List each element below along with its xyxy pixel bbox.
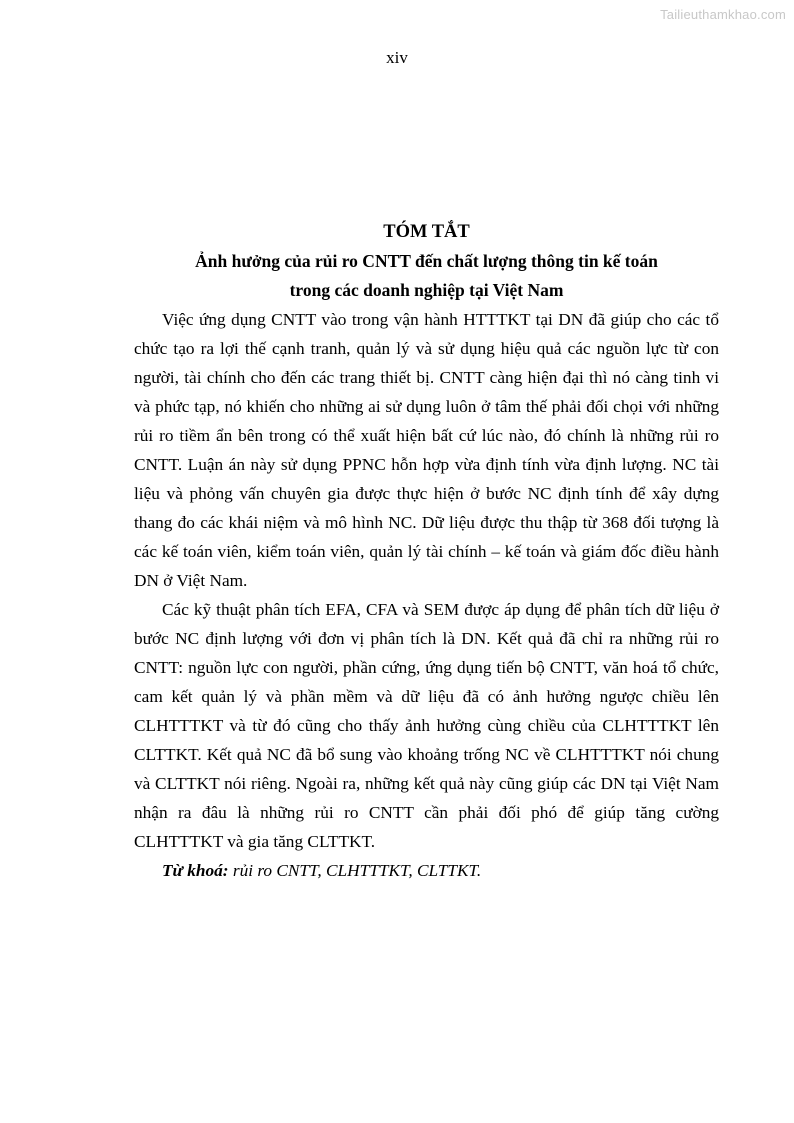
watermark: Tailieuthamkhao.com xyxy=(660,7,786,22)
abstract-title: TÓM TẮT xyxy=(383,222,470,242)
abstract-paragraph-2: Các kỹ thuật phân tích EFA, CFA và SEM được áp dụng để phân tích dữ liệu ở bước NC định lượng với đơn vị phân tích là DN. Kết quả đã chỉ ra những rủi ro CNTT: nguồn lực con người, phần cứng, ứng dụng tiến bộ CNTT, văn hoá tổ chức, cam kết quản lý và phần mềm và dữ liệu đã có ảnh hưởng ngược chiều lên CLHTTTKT và từ đó cũng cho thấy ảnh hưởng cùng chiều của CLHTTTKT lên CLTTKT. Kết quả NC đã bổ sung vào khoảng trống NC về CLHTTTKT nói chung và CLTTKT nói riêng. Ngoài ra, những kết quả này cũng giúp các DN tại Việt Nam nhận ra đâu là những rủi ro CNTT cần phải đối phó để giúp tăng cường CLHTTTKT và gia tăng CLTTKT. xyxy=(134,600,719,851)
abstract-section xyxy=(134,218,719,885)
abstract-paragraph-1: Việc ứng dụng CNTT vào trong vận hành HTTTKT tại DN đã giúp cho các tổ chức tạo ra lợi thế cạnh tranh, quản lý và sử dụng hiệu quả các nguồn lực từ con người, tài chính cho đến các trang thiết bị. CNTT càng hiện đại thì nó càng tinh vi và phức tạp, nó khiến cho những ai sử dụng luôn ở tâm thế phải đối chọi với những rủi ro tiềm ẩn bên trong có thể xuất hiện bất cứ lúc nào, đó chính là những rủi ro CNTT. Luận án này sử dụng PPNC hỗn hợp vừa định tính vừa định lượng. NC tài liệu và phỏng vấn chuyên gia được thực hiện ở bước NC định tính để xây dựng thang đo các khái niệm và mô hình NC. Dữ liệu được thu thập từ 368 đối tượng là các kế toán viên, kiểm toán viên, quản lý tài chính – kế toán và giám đốc điều hành DN ở Việt Nam. xyxy=(134,310,719,590)
keywords-line xyxy=(134,856,719,885)
thesis-title-line-1: Ảnh hưởng của rủi ro CNTT đến chất lượng thông tin kế toán xyxy=(195,251,658,271)
page-number: xiv xyxy=(386,48,408,67)
thesis-title-line-2: trong các doanh nghiệp tại Việt Nam xyxy=(289,280,564,300)
keywords-value: rủi ro CNTT, CLHTTTKT, CLTTKT. xyxy=(228,861,482,880)
keywords-label: Từ khoá: xyxy=(162,861,229,880)
